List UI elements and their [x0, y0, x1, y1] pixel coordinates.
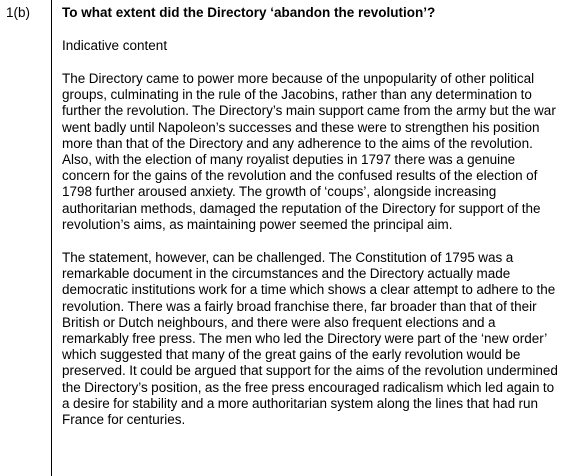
question-title: To what extent did the Directory ‘abandon the revolution’?: [62, 5, 436, 20]
question-number: 1(b): [6, 5, 31, 20]
indicative-content-heading: Indicative content: [62, 38, 168, 53]
answer-content-column: [62, 5, 562, 428]
question-number-column: [0, 0, 51, 476]
column-divider: [51, 0, 52, 476]
paragraph-1: The Directory came to power more because of the unpopularity of other political groups, culminating in the rule of the Jacobins, rather than any determination to further the revolution. The Directory’s main support came from the army but the war went badly until Napoleon’s successes and these were to strengthen his position more than that of the Directory and any adherence to the aims of the revolution. Also, with the election of many royalist deputies in 1797 there was a genuine concern for the gains of the revolution and the confused results of the election of 1798 further aroused anxiety. The growth of ‘coups’, alongside increasing authoritarian methods, damaged the reputation of the Directory for support of the revolution’s aims, as maintaining power seemed the principal aim.: [62, 71, 556, 232]
paragraph-2: The statement, however, can be challenged. The Constitution of 1795 was a remarkable document in the circumstances and the Directory actually made democratic institutions work for a time which shows a clear attempt to adhere to the revolution. There was a fairly broad franchise there, far broader than that of their British or Dutch neighbours, and there were also frequent elections and a remarkably free press. The men who led the Directory were part of the ‘new order’ which suggested that many of the great gains of the early revolution would be preserved. It could be argued that support for the aims of the revolution undermined the Directory’s position, as the free press encouraged radicalism which led again to a desire for stability and a more authoritarian system along the lines that had run France for centuries.: [62, 250, 558, 428]
